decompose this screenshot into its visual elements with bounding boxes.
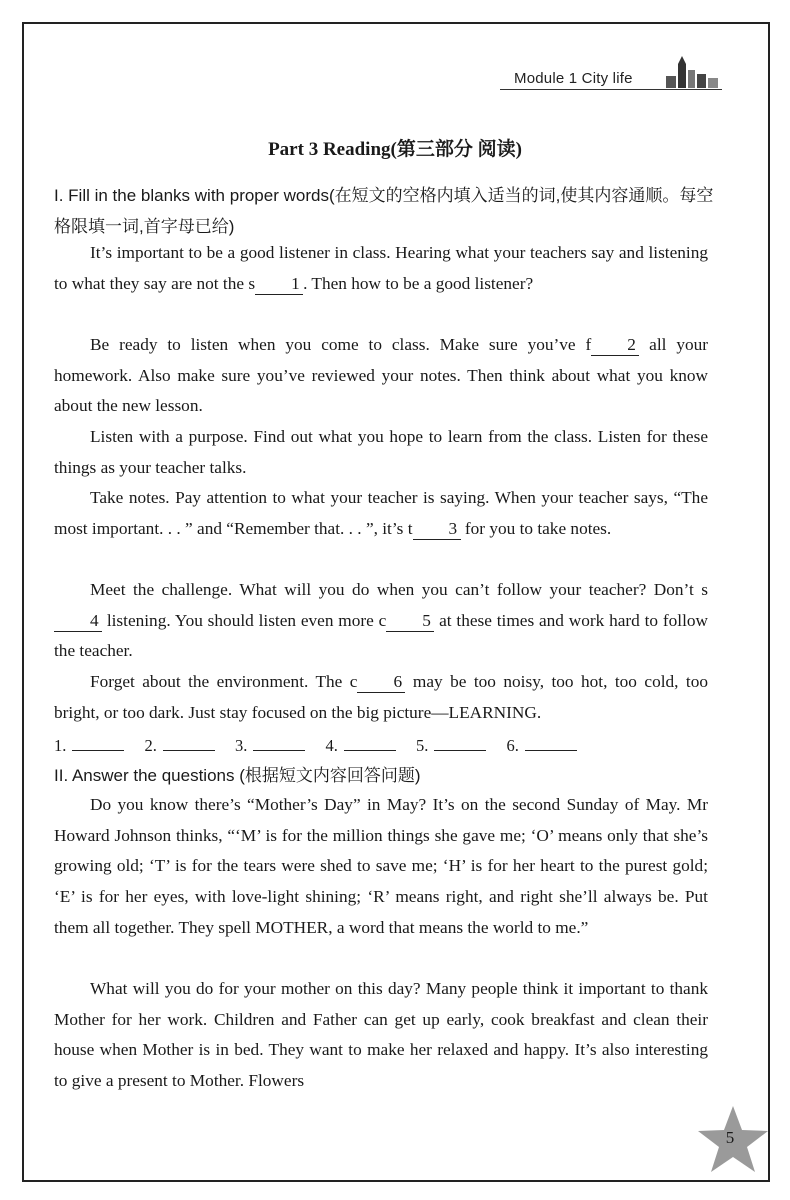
answer-1[interactable]: 1.	[54, 734, 124, 758]
answer-6[interactable]: 6.	[507, 734, 577, 758]
blank-1: 1	[255, 274, 303, 295]
s1-paragraph-1: It’s important to be a good listener in class. Hearing what your teachers say and listening to what they say are not the s 1 . Then how to be a good listener?	[54, 243, 708, 293]
answer-2[interactable]: 2.	[145, 734, 215, 758]
answer-3[interactable]: 3.	[235, 734, 305, 758]
running-header	[500, 68, 722, 92]
s1-paragraph-5: Meet the challenge. What will you do when you can’t follow your teacher? Don’t s4 listening. You should listen even more c 5 at these times and work hard to follow the teacher.	[54, 580, 708, 661]
section1-heading: I. Fill in the blanks with proper words(在短文的空格内填入适当的词,使其内容通顺。每空格限填一词,首字母已给)	[54, 186, 714, 236]
page-number: 5	[725, 1128, 735, 1147]
s1-paragraph-4: Take notes. Pay attention to what your teacher is saying. When your teacher says, “The most important. . . ” and “Remember that. . . ”, it’s t 3 for you to take notes.	[54, 488, 708, 538]
s1-paragraph-3: Listen with a purpose. Find out what you hope to learn from the class. Listen for these things as your teacher talks.	[54, 427, 708, 477]
part-title: Part 3 Reading(第三部分 阅读)	[268, 139, 522, 160]
blank-2: 2	[591, 335, 639, 356]
s2-paragraph-1: Do you know there’s “Mother’s Day” in May? It’s on the second Sunday of May. Mr Howard Johnson thinks, “‘M’ is for the million things she gave me; ‘O’ means only that she’s growing old; ‘T’ is for the tears were shed to save me; ‘H’ is for her heart to the purest gold; ‘E’ is for her eyes, with love-light shining; ‘R’ means right, and right she’ll always be. Put them all together. They spell MOTHER, a word that means the world to me.”	[54, 795, 708, 937]
s1-paragraph-2: Be ready to listen when you come to class. Make sure you’ve f 2 all your homework. Also make sure you’ve reviewed your notes. Then think about what you know about the new lesson.	[54, 335, 708, 416]
module-title: Module 1 City life	[514, 70, 633, 87]
blank-5: 5	[386, 611, 434, 632]
s2-paragraph-2: What will you do for your mother on this day? Many people think it important to thank Mother for her work. Children and Father can get up early, cook breakfast and clean their house when Mother is in bed. They want to make her relaxed and happy. It’s also interesting to give a present to Mother. Flowers	[54, 979, 708, 1091]
header-rule	[500, 89, 722, 90]
answer-5[interactable]: 5.	[416, 734, 486, 758]
blank-3: 3	[413, 519, 461, 540]
answer-lines	[54, 734, 593, 758]
city-skyline-icon	[662, 54, 722, 88]
blank-4: 4	[54, 611, 102, 632]
answer-4[interactable]: 4.	[326, 734, 396, 758]
blank-6: 6	[357, 672, 405, 693]
section2-heading: II. Answer the questions (根据短文内容回答问题)	[54, 766, 421, 785]
s1-paragraph-6: Forget about the environment. The c 6 may be too noisy, too hot, too cold, too bright, or too dark. Just stay focused on the big picture—LEARNING.	[54, 672, 708, 722]
